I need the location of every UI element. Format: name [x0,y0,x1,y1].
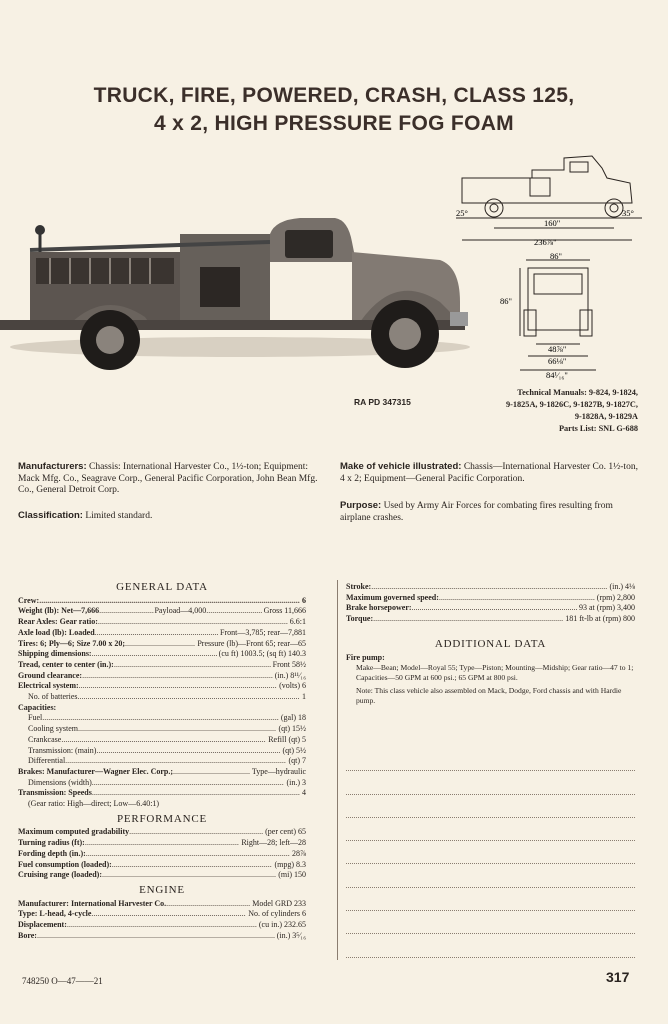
rear-angle-label: 35° [622,208,634,218]
classification-block [18,510,318,523]
purpose-block [340,500,640,524]
data-row: Brake horsepower: ..... 93 at (rpm) 3,400 [346,603,635,614]
page-number: 317 [606,969,630,985]
technical-manuals [438,387,638,435]
side-dimension-diagram [452,148,648,248]
parts-list: Parts List: SNL G-688 [558,424,638,433]
data-row: Brakes: Manufacturer—Wagner Elec. Corp.; ..... Type—hydraulic [18,767,306,778]
tm-line: 9-1825A, 9-1826C, 9-1827B, 9-1827C, [505,400,638,409]
data-row: No. of batteries ..... 1 [18,692,306,703]
data-row: Differential ..... (qt) 7 [18,756,306,767]
front-angle-label: 25° [456,208,468,218]
data-row: Ground clearance: ..... (in.) 8¹¹⁄₁₆ [18,671,306,682]
photo-caption: RA PD 347315 [354,397,411,407]
front-tread-label: 48⅞" [548,344,567,354]
data-row: Capacities: [18,702,57,712]
data-row: Maximum governed speed: ..... (rpm) 2,800 [346,593,635,604]
make-illustrated-block [340,461,640,485]
fire-pump-label: Fire pump: [346,652,385,662]
general-data-heading: GENERAL DATA [116,581,208,593]
data-row: Transmission: Speeds ..... 4 [18,788,306,799]
make-illustrated-text: Chassis—International Harvester Co. 1½-ton, 4 x 2; Equipment—General Pacific Corporation. [340,462,638,484]
classification-label: Classification: [18,510,83,521]
data-row: Weight (lb): Net—7,666 ..... Payload—4,000 ..... Gross 11,666 [18,606,306,617]
page-subtitle: 4 x 2, HIGH PRESSURE FOG FOAM [154,112,514,135]
manufacturers-text: Chassis: International Harvester Co., 1½-ton; Equipment: Mack Mfg. Co., Seagrave Corp., General Pacific Corporation, John Bean Mfg. Co., General Detroit Corp. [18,462,318,495]
purpose-text: Used by Army Air Forces for combating fires resulting from airplane crashes. [340,501,613,523]
data-row: Cooling system ..... (qt) 15½ [18,724,306,735]
data-row: Crankcase ..... Refill (qt) 5 [18,735,306,746]
page-title: TRUCK, FIRE, POWERED, CRASH, CLASS 125, [93,84,575,107]
data-row: Tread, center to center (in.): ..... Front 58½ [18,660,306,671]
left-data-column [18,578,306,942]
manufacturers-label: Manufacturers: [18,461,87,472]
make-illustrated-label: Make of vehicle illustrated: [340,461,462,472]
front-dimension-diagram [498,252,628,380]
data-row: Fuel ..... (gal) 18 [18,713,306,724]
data-row: Maximum computed gradability ..... (per cent) 65 [18,827,306,838]
data-row: Manufacturer: International Harvester Co. ..... Model GRD 233 [18,899,306,910]
data-row: Shipping dimensions: ..... (cu ft) 1003.5; (sq ft) 140.3 [18,649,306,660]
top-width-label: 86" [550,252,562,261]
wheelbase-label: 160" [544,218,561,228]
additional-data-heading: ADDITIONAL DATA [434,637,547,650]
data-row: Cruising range (loaded): ..... (mi) 150 [18,870,306,881]
data-row: Tires: 6; Ply—6; Size 7.00 x 20; ..... Pressure (lb)—Front 65; rear—65 [18,639,306,650]
tm-line: Technical Manuals: 9-824, 9-1824, [517,388,638,397]
note-text: Note: This class vehicle also assembled on Mack, Dodge, Ford chassis and with Hardie pump. [356,686,622,706]
data-row: Displacement: ..... (cu in.) 232.65 [18,920,306,931]
performance-heading: PERFORMANCE [116,812,208,825]
overall-width-label: 84¹⁄₁₆" [546,370,568,380]
data-row: Transmission: (main) ..... (qt) 5½ [18,746,306,757]
classification-text: Limited standard. [85,511,153,521]
fire-truck-photo [0,212,470,382]
data-row: Electrical system: ..... (volts) 6 [18,681,306,692]
engine-heading: ENGINE [139,883,185,896]
footer-code: 748250 O—47——21 [22,976,103,986]
tm-line: 9-1828A, 9-1829A [574,412,638,421]
data-row: Fuel consumption (loaded): ..... (mpg) 8.3 [18,860,306,871]
purpose-label: Purpose: [340,500,382,511]
data-row: Bore: ..... (in.) 3⁵⁄₁₆ [18,931,306,942]
fire-pump-text: Make—Bean; Model—Royal 55; Type—Piston; Mounting—Midship; Gear ratio—47 to 1; Capacities—50 GPM at 600 psi.; 65 GPM at 800 psi. [356,663,634,683]
data-row: Turning radius (ft): ..... Right—28; left—28 [18,838,306,849]
height-label: 86" [500,296,512,306]
data-row: Crew: ..... 6 [18,596,306,607]
column-divider [337,580,338,960]
overall-length-label: 236⅞" [534,237,557,247]
data-row: Axle load (lb): Loaded ..... Front—3,785; rear—7,881 [18,628,306,639]
rear-tread-label: 66⅛" [548,356,567,366]
data-row: Type: L-head, 4-cycle ..... No. of cylinders 6 [18,909,306,920]
data-row: Fording depth (in.): ..... 28⅞ [18,849,306,860]
data-row: Dimensions (width) ..... (in.) 3 [18,778,306,789]
blank-lines [346,748,635,958]
manufacturers-block [18,461,318,497]
data-row: Stroke: ..... (in.) 4⅛ [346,582,635,593]
data-row: (Gear ratio: High—direct; Low—6.40:1) [28,799,160,809]
right-data-column [346,582,635,706]
data-row: Rear Axles: Gear ratio: ..... 6.6:1 [18,617,306,628]
data-row: Torque: ..... 181 ft-lb at (rpm) 800 [346,614,635,625]
